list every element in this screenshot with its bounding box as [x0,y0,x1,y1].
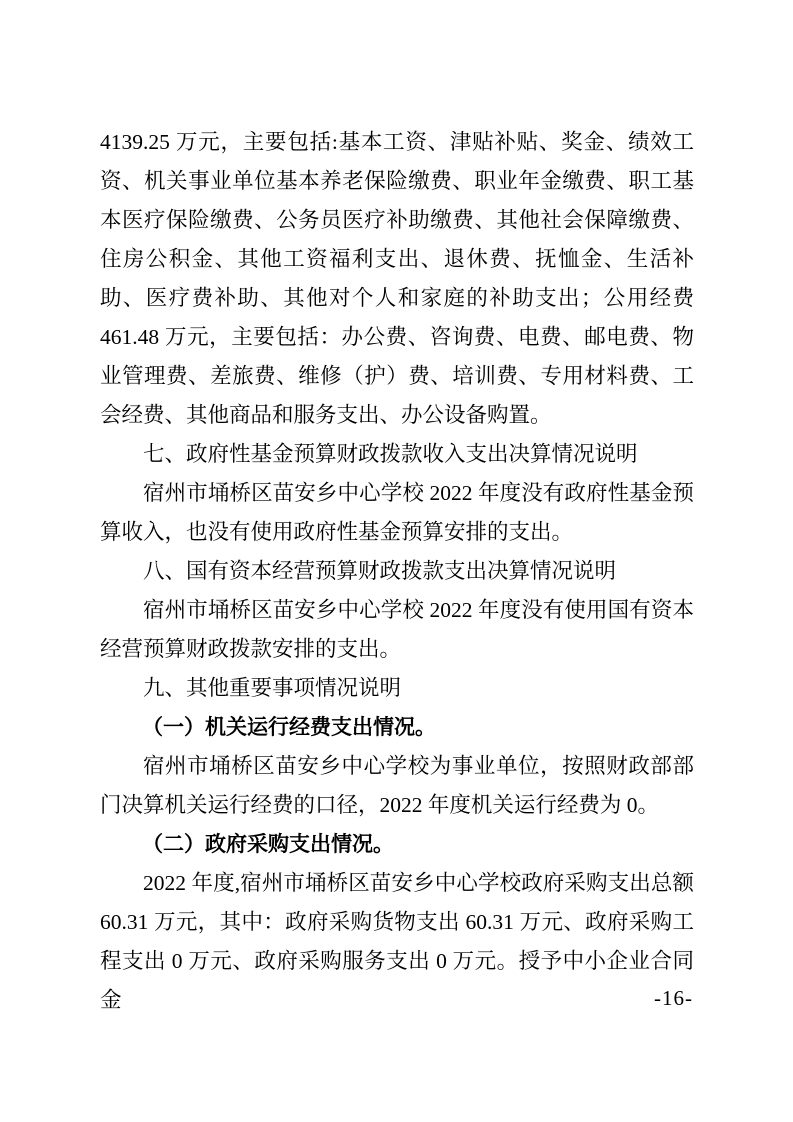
heading-subsection-1-operating-expense: （一）机关运行经费支出情况。 [142,716,436,739]
heading-section-7-government-fund-budget: 七、政府性基金预算财政拨款收入支出决算情况说明 [143,442,638,466]
heading-section-8-state-capital-budget: 八、国有资本经营预算财政拨款支出决算情况说明 [143,559,617,583]
paragraph-salary-expense-detail: 4139.25 万元，主要包括:基本工资、津贴补贴、奖金、绩效工资、机关事业单位基本养老保险缴费、职业年金缴费、职工基本医疗保险缴费、公务员医疗补助缴费、其他社会保障缴费、住房公积金、其他工资福利支出、退休费、抚恤金、生活补助、医疗费补助、其他对个人和家庭的补助支出；公用经费 461.48 万元，主要包括：办公费、咨询费、电费、邮电费、物业管理费、差旅费、维修（护）费、培训费、专用材料费、工会经费、其他商品和服务支出、办公设备购置。 [100,130,694,427]
paragraph-government-fund-budget: 宿州市埇桥区苗安乡中心学校 2022 年度没有政府性基金预算收入，也没有使用政府性基金预算安排的支出。 [100,481,694,544]
paragraph-government-procurement: 2022 年度,宿州市埇桥区苗安乡中心学校政府采购支出总额 60.31 万元，其中：政府采购货物支出 60.31 万元、政府采购工程支出 0 万元、政府采购服务支出 0 万元。授予中小企业合同金 [100,871,694,1012]
heading-section-9-other-important-matters: 九、其他重要事项情况说明 [143,676,402,700]
heading-subsection-2-government-procurement: （二）政府采购支出情况。 [142,833,394,856]
paragraph-operating-expense: 宿州市埇桥区苗安乡中心学校为事业单位，按照财政部部门决算机关运行经费的口径，2022 年度机关运行经费为 0。 [100,754,694,817]
document-body [100,123,694,1020]
paragraph-state-capital-budget: 宿州市埇桥区苗安乡中心学校 2022 年度没有使用国有资本经营预算财政拨款安排的支出。 [100,598,694,661]
page-number: -16- [654,986,693,1010]
